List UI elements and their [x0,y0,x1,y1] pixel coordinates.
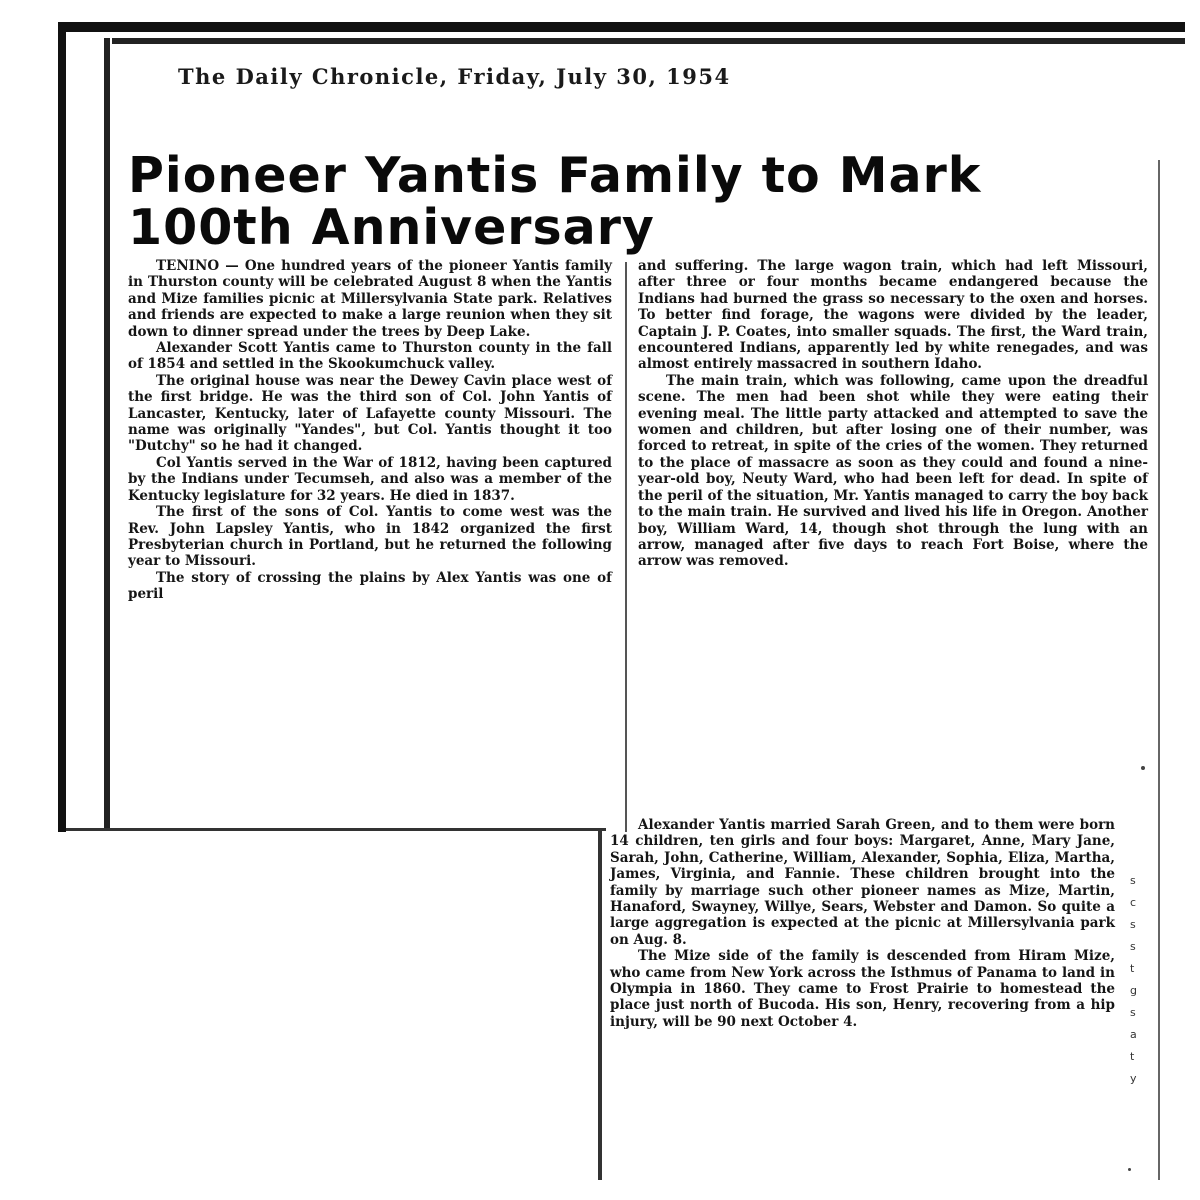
paragraph: TENINO — One hundred years of the pioneer Yantis family in Thurston county will be celebrated August 8 when the Yantis and Mize families picnic at Millersylvania State park. Relatives and friends are expected to make a large reunion when they sit down to dinner spread under the trees by Deep Lake. [128,258,612,340]
headline: Pioneer Yantis Family to Mark 100th Anniversary [128,147,982,256]
clipping-edge-right [1158,160,1160,1180]
scan-border-top [60,22,1185,32]
scan-speck [1128,1168,1131,1171]
paragraph: and suffering. The large wagon train, which had left Missouri, after three or four months became endangered because the Indians had burned the grass so necessary to the oxen and horses. To better find forage, the wagons were divided by the leader, Captain J. P. Coates, into smaller squads. The first, the Ward train, encountered Indians, apparently led by white renegades, and was almost entirely massacred in southern Idaho. [638,258,1148,373]
margin-mark: c [1130,896,1137,909]
clipping-edge-left [104,38,110,828]
paragraph: The story of crossing the plains by Alex Yantis was one of peril [128,569,612,603]
scan-border-left [58,22,66,832]
paragraph: Alexander Scott Yantis came to Thurston county in the fall of 1854 and settled in the Skookumchuck valley. [128,340,612,373]
margin-mark: s [1130,940,1136,953]
margin-mark: s [1130,918,1136,931]
margin-mark: y [1130,1072,1137,1085]
masthead: The Daily Chronicle, Friday, July 30, 1954 [178,64,731,89]
paragraph: The Mize side of the family is descended from Hiram Mize, who came from New York across the Isthmus of Panama to land in Olympia in 1860. They came to Frost Prairie to homestead the place just north of Bucoda. His son, Henry, recovering from a hip injury, will be 90 next October 4. [610,948,1115,1030]
margin-mark: g [1130,984,1137,997]
clipping-edge-top [112,38,1185,44]
margin-bleed-marks [1130,870,1150,1090]
article-column-left [128,258,612,603]
paragraph: Alexander Yantis married Sarah Green, and to them were born 14 children, ten girls and four boys: Margaret, Anne, Mary Jane, Sarah, John, Catherine, William, Alexander, Sophia, Eliza, Martha, James, Virginia, and Fannie. These children brought into the family by marriage such other pioneer names as Mize, Martin, Hanaford, Swayney, Willye, Sears, Webster and Damon. So quite a large aggregation is expected at the picnic at Millersylvania park on Aug. 8. [610,817,1115,948]
article-column-lower [610,817,1115,1030]
scan-speck [1141,766,1145,770]
paragraph: The original house was near the Dewey Cavin place west of the first bridge. He was the third son of Col. John Yantis of Lancaster, Kentucky, later of Lafayette county Missouri. The name was originally "Yandes", but Col. Yantis thought it too "Dutchy" so he had it changed. [128,372,612,455]
margin-mark: s [1130,1006,1136,1019]
margin-mark: t [1130,1050,1135,1063]
clipping-cut-vertical [598,828,602,1180]
clipping-cut-horizontal [66,828,606,831]
paragraph: The first of the sons of Col. Yantis to come west was the Rev. John Lapsley Yantis, who in 1842 organized the first Presbyterian church in Portland, but he returned the following year to Missouri. [128,504,612,570]
margin-mark: a [1130,1028,1137,1041]
paragraph: Col Yantis served in the War of 1812, having been captured by the Indians under Tecumseh, and also was a member of the Kentucky legislature for 32 years. He died in 1837. [128,454,612,504]
column-divider [625,262,627,832]
margin-mark: t [1130,962,1135,975]
paragraph: The main train, which was following, came upon the dreadful scene. The men had been shot while they were eating their evening meal. The little party attacked and attempted to save the women and children, but after losing one of their number, was forced to retreat, in spite of the cries of the women. They returned to the place of massacre as soon as they could and found a nine-year-old boy, Neuty Ward, who had been left for dead. In spite of the peril of the situation, Mr. Yantis managed to carry the boy back to the main train. He survived and lived his life in Oregon. Another boy, William Ward, 14, though shot through the lung with an arrow, managed after five days to reach Fort Boise, where the arrow was removed. [638,372,1148,570]
margin-mark: s [1130,874,1136,887]
article-column-right [638,258,1148,570]
